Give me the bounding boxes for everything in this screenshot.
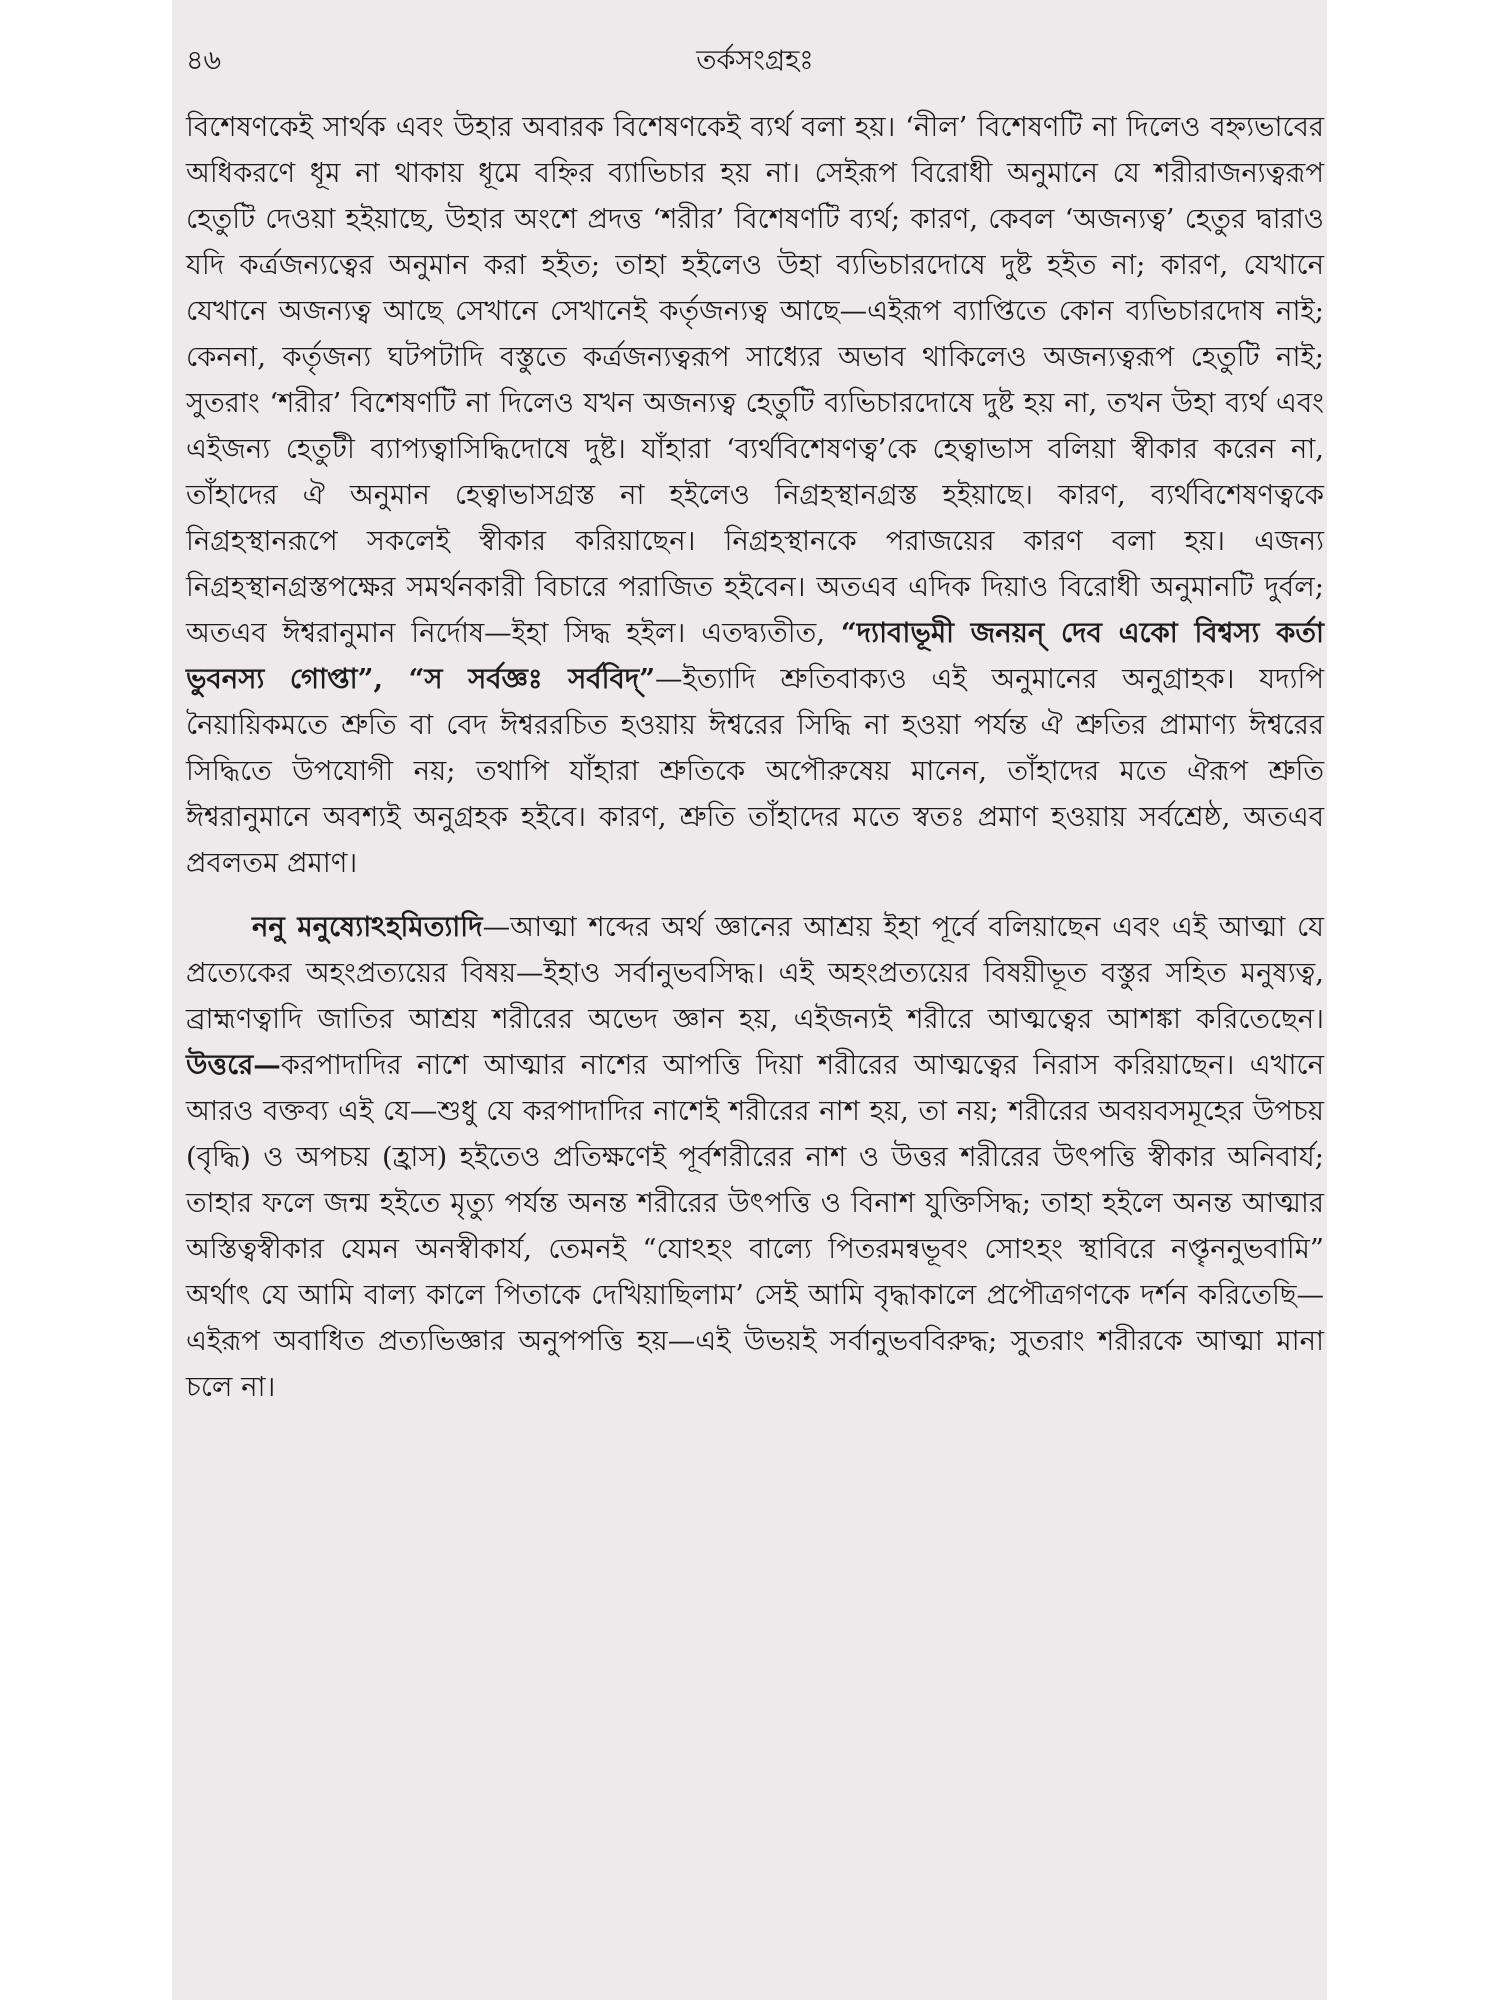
book-page — [172, 0, 1327, 2000]
running-title: তর্কসংগ্রহঃ — [696, 45, 814, 76]
page-header — [186, 38, 1324, 84]
paragraph-2-text-2: করপাদাদির নাশে আত্মার নাশের আপত্তি দিয়া শরীরের আত্মত্বের নিরাস করিয়াছেন। এখানে আরও বক্তব্য এই যে—শুধু যে করপাদাদির নাশেই শরীরের নাশ হয়, তা নয়; শরীরের অবয়বসমূহের উপচয় (বৃদ্ধি) ও অপচয় (হ্রাস) হইতেও প্রতিক্ষণেই পূর্বশরীরের নাশ ও উত্তর শরীরের উৎপত্তি স্বীকার অনিবার্য; তাহার ফলে জন্ম হইতে মৃত্যু পর্যন্ত অনন্ত শরীরের উৎপত্তি ও বিনাশ যুক্তিসিদ্ধ; তাহা হইলে অনন্ত আত্মার অস্তিত্বস্বীকার যেমন অনস্বীকার্য, তেমনই “যোঽহং বাল্যে পিতরমন্বভূবং সোঽহং স্থাবিরে নপ্তৄননুভবামি” অর্থাৎ যে আমি বাল্য কালে পিতাকে দেখিয়াছিলাম’ সেই আমি বৃদ্ধাকালে প্রপৌত্রগণকে দর্শন করিতেছি—এইরূপ অবাধিত প্রত্যভিজ্ঞার অনুপপত্তি হয়—এই উভয়ই সর্বানুভববিরুদ্ধ; সুতরাং শরীরকে আত্মা মানা চলে না। — [186, 1049, 1324, 1403]
paragraph-1-bold-quote: “দ্যাবাভূমী জনয়ন্ দেব একো বিশ্বস্য কর্তা ভুবনস্য গোপ্তা”, “স সর্বজ্ঞঃ সর্ববিদ্” — [186, 617, 1324, 695]
page-number: ৪৬ — [186, 45, 222, 76]
paragraph-1 — [186, 104, 1324, 886]
paragraph-1-text-1: বিশেষণকেই সার্থক এবং উহার অবারক বিশেষণকেই ব্যর্থ বলা হয়। ‘নীল’ বিশেষণটি না দিলেও বহ্ন্যভাবের অধিকরণে ধূম না থাকায় ধূমে বহ্নির ব্যাভিচার হয় না। সেইরূপ বিরোধী অনুমানে যে শরীরাজন্যত্বরূপ হেতুটি দেওয়া হইয়াছে, উহার অংশে প্রদত্ত ‘শরীর’ বিশেষণটি ব্যর্থ; কারণ, কেবল ‘অজন্যত্ব’ হেতুর দ্বারাও যদি কর্ত্রজন্যত্বের অনুমান করা হইত; তাহা হইলেও উহা ব্যভিচারদোষে দুষ্ট হইত না; কারণ, যেখানে যেখানে অজন্যত্ব আছে সেখানে সেখানেই কর্তৃজন্যত্ব আছে—এইরূপ ব্যাপ্তিতে কোন ব্যভিচারদোষ নাই; কেননা, কর্তৃজন্য ঘটপটাদি বস্তুতে কর্ত্রজন্যত্বরূপ সাধ্যের অভাব থাকিলেও অজন্যত্বরূপ হেতুটি নাই; সুতরাং ‘শরীর’ বিশেষণটি না দিলেও যখন অজন্যত্ব হেতুটি ব্যভিচারদোষে দুষ্ট হয় না, তখন উহা ব্যর্থ এবং এইজন্য হেতুটী ব্যাপ্যত্বাসিদ্ধিদোষে দুষ্ট। যাঁহারা ‘ব্যর্থবিশেষণত্ব’কে হেত্বাভাস বলিয়া স্বীকার করেন না, তাঁহাদের ঐ অনুমান হেত্বাভাসগ্রস্ত না হইলেও নিগ্রহস্থানগ্রস্ত হইয়াছে। কারণ, ব্যর্থবিশেষণত্বকে নিগ্রহস্থানরূপে সকলেই স্বীকার করিয়াছেন। নিগ্রহস্থানকে পরাজয়ের কারণ বলা হয়। এজন্য নিগ্রহস্থানগ্রস্তপক্ষের সমর্থনকারী বিচারে পরাজিত হইবেন। অতএব এদিক দিয়াও বিরোধী অনুমানটি দুর্বল; অতএব ঈশ্বরানুমান নির্দোষ—ইহা সিদ্ধ হইল। এতদ্ব্যতীত, — [186, 111, 1324, 649]
paragraph-2-bold-lemma: ননু মনুষ্যোঽহমিত্যাদি — [252, 911, 483, 943]
paragraph-2 — [186, 904, 1324, 1410]
paragraph-2-text-1: —আত্মা শব্দের অর্থ জ্ঞানের আশ্রয় ইহা পূর্বে বলিয়াছেন এবং এই আত্মা যে প্রত্যেকের অহংপ্রত্যয়ের বিষয়—ইহাও সর্বানুভবসিদ্ধ। এই অহংপ্রত্যয়ের বিষয়ীভূত বস্তুর সহিত মনুষ্যত্ব, ব্রাহ্মণত্বাদি জাতির আশ্রয় শরীরের অভেদ জ্ঞান হয়, এইজন্যই শরীরে আত্মত্বের আশঙ্কা করিতেছেন। — [186, 911, 1325, 1035]
body-text — [186, 104, 1324, 1410]
paragraph-2-bold-answer: উত্তরে— — [186, 1049, 281, 1081]
paragraph-1-text-2: —ইত্যাদি শ্রুতিবাক্যও এই অনুমানের অনুগ্রাহক। যদ্যপি নৈয়ায়িকমতে শ্রুতি বা বেদ ঈশ্বররচিত হওয়ায় ঈশ্বরের সিদ্ধি না হওয়া পর্যন্ত ঐ শ্রুতির প্রামাণ্য ঈশ্বরের সিদ্ধিতে উপযোগী নয়; তথাপি যাঁহারা শ্রুতিকে অপৌরুষেয় মানেন, তাঁহাদের মতে ঐরূপ শ্রুতি ঈশ্বরানুমানে অবশ্যই অনুগ্রহক হইবে। কারণ, শ্রুতি তাঁহাদের মতে স্বতঃ প্রমাণ হওয়ায় সর্বশ্রেষ্ঠ, অতএব প্রবলতম প্রমাণ। — [186, 663, 1324, 879]
